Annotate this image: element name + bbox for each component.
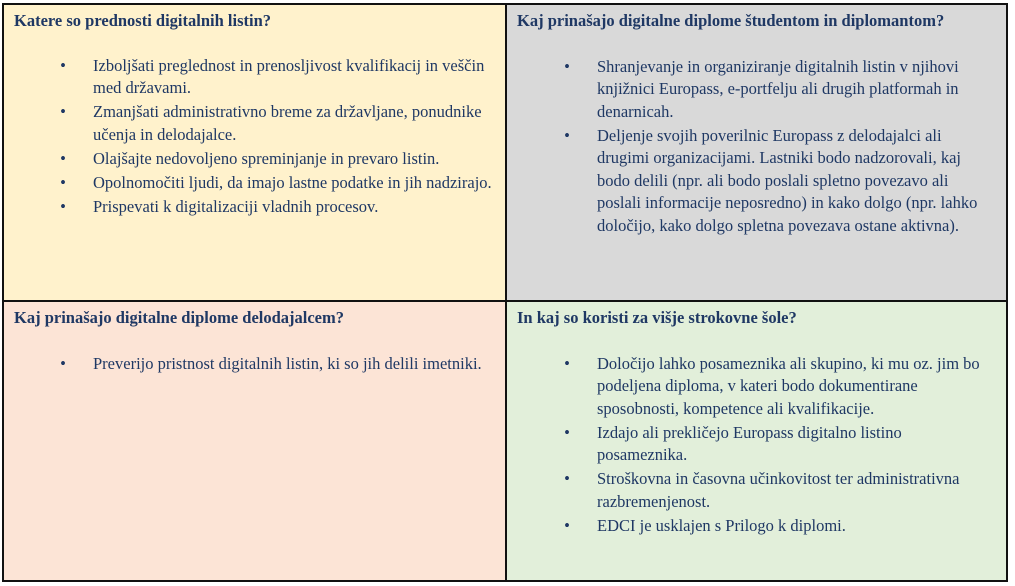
bullet-icon: • [60, 196, 66, 216]
cell-title: Katere so prednosti digitalnih listin? [14, 11, 272, 30]
list-item: • Preverijo pristnost digitalnih listin, ki so jih delili imetniki. [14, 353, 495, 376]
bullet-icon: • [60, 172, 66, 192]
list-item: • Shranjevanje in organiziranje digitalnih listin v njihovi knjižnici Europass, e-portfelju ali drugih platformah in denarnicah. [517, 56, 996, 124]
cell-employers [4, 302, 505, 580]
bullet-icon: • [60, 148, 66, 168]
bullet-icon: • [564, 56, 570, 76]
bullet-icon: • [564, 422, 570, 442]
cell-title: Kaj prinašajo digitalne diplome študentom in diplomantom? [517, 11, 945, 30]
list-item: • Opolnomočiti ljudi, da imajo lastne podatke in jih nadzirajo. [14, 172, 495, 195]
bullet-icon: • [564, 515, 570, 535]
bullet-list [14, 353, 495, 376]
list-item: • Deljenje svojih poverilnic Europass z delodajalci ali drugimi organizacijami. Lastniki bodo nadzorovali, kaj bodo delili (npr. ali bodo poslali spletno povezavo ali poslali informacije neposredno) in kako dolgo (npr. lahko določijo, kako dolgo spletna povezava ostane aktivna). [517, 125, 996, 238]
cell-higher-vocational-schools [507, 302, 1006, 580]
list-item: • Olajšajte nedovoljeno spreminjanje in prevaro listin. [14, 148, 495, 171]
bullet-icon: • [564, 469, 570, 488]
list-item: • EDCI je usklajen s Prilogo k diplomi. [517, 515, 996, 538]
bullet-list [14, 55, 495, 219]
bullet-icon: • [60, 102, 66, 121]
bullet-icon: • [60, 353, 66, 373]
bullet-icon: • [564, 125, 570, 145]
cell-students-graduates [507, 5, 1006, 300]
bullet-icon: • [60, 55, 66, 75]
benefits-table [2, 3, 1008, 582]
list-item: • Izdajo ali prekličejo Europass digitalno listino posameznika. [517, 422, 996, 467]
list-item: • Prispevati k digitalizaciji vladnih procesov. [14, 196, 495, 219]
list-item: • Stroškovna in časovna učinkovitost ter administrativna razbremenjenost. [517, 468, 996, 513]
list-item: • Izboljšati preglednost in prenosljivost kvalifikacij in veščin med državami. [14, 55, 495, 100]
bullet-icon: • [564, 353, 570, 373]
bullet-list [517, 56, 996, 238]
bullet-list [517, 353, 996, 538]
list-item: • Določijo lahko posameznika ali skupino, ki mu oz. jim bo podeljena diploma, v kateri bodo dokumentirane sposobnosti, kompetence ali kvalifikacije. [517, 353, 996, 421]
cell-title: Kaj prinašajo digitalne diplome delodajalcem? [14, 308, 344, 327]
list-item: • Zmanjšati administrativno breme za državljane, ponudnike učenja in delodajalce. [14, 101, 495, 146]
cell-title: In kaj so koristi za višje strokovne šole? [517, 308, 797, 327]
cell-digital-credentials-benefits [4, 5, 505, 300]
